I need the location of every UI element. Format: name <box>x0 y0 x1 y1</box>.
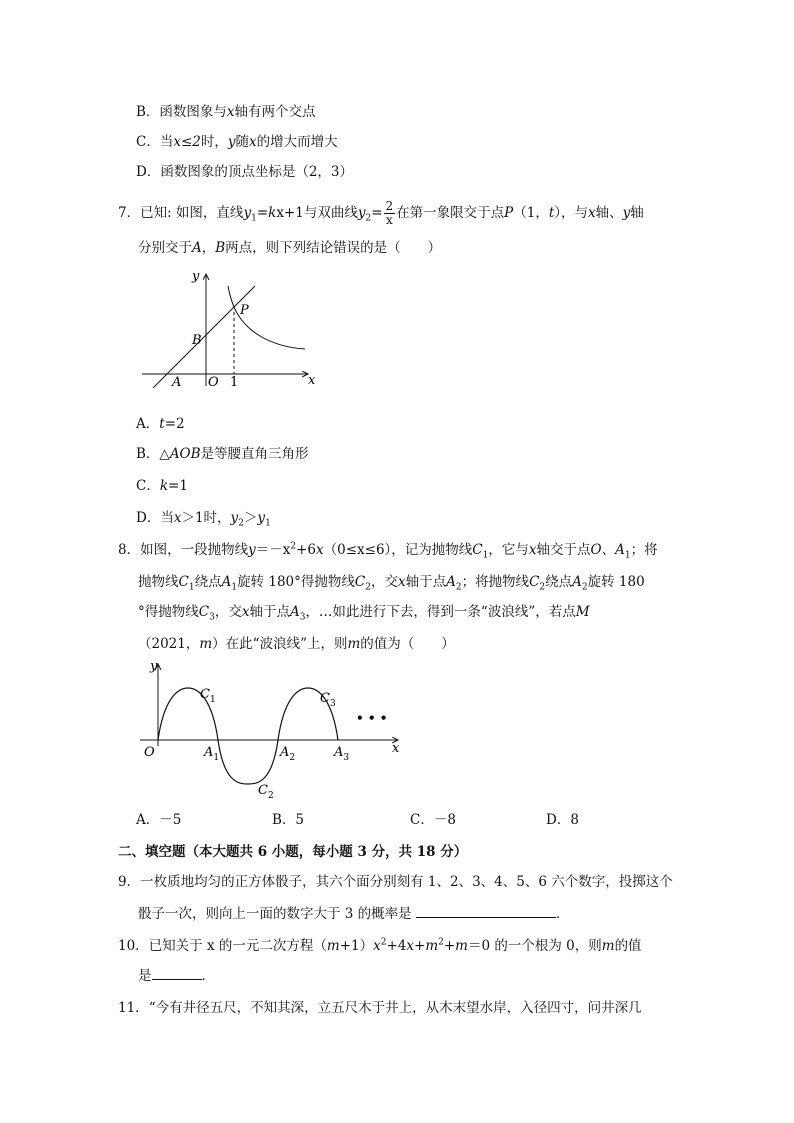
parabola-c2 <box>218 740 278 784</box>
q8-stem-line3: °得抛物线$C_3$，交x轴于点$A_3$，…如此进行下去，得到一条“波浪线”，若点M <box>138 604 590 623</box>
q6-option-b: B．函数图象与x轴有两个交点 <box>136 104 316 120</box>
label-y: y <box>192 269 200 284</box>
label-a1: $A_1$ <box>204 745 220 763</box>
q8-stem-line2: 抛物线$C_1$绕点$A_1$旋转 180°得抛物线$C_2$，交x轴于点$A_2$；将抛物线$C_2$绕点$A_2$旋转 180 <box>138 574 645 593</box>
q8-stem-line4: （2021，m）在此“波浪线”上，则m的值为（ ） <box>138 636 455 652</box>
label-a: A <box>172 375 182 390</box>
line-y1 <box>153 286 255 388</box>
q8-option-d: D．8 <box>546 812 579 828</box>
q7-option-a: A．t=2 <box>136 416 185 432</box>
label-c2: $C_2$ <box>258 783 274 800</box>
q8-option-c: C．－8 <box>410 812 456 828</box>
q10-stem-line2: 是 ． <box>138 968 215 984</box>
label-1: 1 <box>230 375 239 390</box>
ellipsis-dots: • • • <box>356 711 388 725</box>
q8-option-b: B．5 <box>272 812 305 828</box>
label-c1: $C_1$ <box>200 687 216 705</box>
label-o: O <box>208 375 219 390</box>
label-y: y <box>150 660 158 674</box>
q6-option-c: C．当x≤2时，y随x的增大而增大 <box>136 134 338 150</box>
q7-stem-line2: 分别交于A，B两点，则下列结论错误的是（ ） <box>138 240 442 256</box>
q8-figure <box>140 660 410 800</box>
answer-blank[interactable] <box>416 905 556 918</box>
answer-blank[interactable] <box>152 967 202 980</box>
fraction-2-over-x: $\frac{2}{x}$ <box>385 199 394 227</box>
label-p: P <box>240 303 249 318</box>
label-x: x <box>308 373 316 388</box>
label-c3: $C_3$ <box>320 691 336 709</box>
q9-stem-line2: 骰子一次，则向上一面的数字大于 3 的概率是 ． <box>138 906 570 922</box>
section-title: 二、填空题（本大题共 6 小题，每小题 3 分，共 18 分） <box>118 844 468 860</box>
q7-figure <box>140 268 330 393</box>
q7-option-d: D．当x＞1时，$y_2>y_1$ <box>136 510 271 529</box>
label-a2: $A_2$ <box>280 745 296 763</box>
label-b: B <box>192 333 202 348</box>
q8-stem-line1: 8．如图，一段抛物线$y=-x^2+6x(0\le x\le 6)$，记为抛物线$C_1$，它与x轴交于点O、$A_1$；将 <box>118 541 658 561</box>
q7-stem-line1: 7．已知: 如图，直线$y_1=kx+1$与双曲线$y_2=$ $\frac{2}{x}$ 在第一象限交于点P（1，t），与x轴、y轴 <box>118 199 644 227</box>
q8-option-a: A．－5 <box>136 812 182 828</box>
label-a3: $A_3$ <box>334 745 350 763</box>
q7-option-c: C．k=1 <box>136 478 188 494</box>
q7-option-b: B．△AOB是等腰直角三角形 <box>136 446 309 462</box>
label-o: O <box>144 745 155 760</box>
q10-stem-line1: 10．已知关于 x 的一元二次方程$(m+1)x^2+4x+m^2+m=0$ 的一个根为 0，则m的值 <box>118 937 642 954</box>
q6-option-d: D．函数图象的顶点坐标是（2，3） <box>136 164 354 180</box>
q9-stem-line1: 9．一枚质地均匀的正方体骰子，其六个面分别刻有 1、2、3、4、5、6 六个数字，投掷这个 <box>118 874 673 890</box>
q11-stem-line1: 11．“今有井径五尺，不知其深，立五尺木于井上，从木末望水岸，入径四寸，问井深几 <box>118 1000 642 1016</box>
label-x: x <box>392 741 400 756</box>
